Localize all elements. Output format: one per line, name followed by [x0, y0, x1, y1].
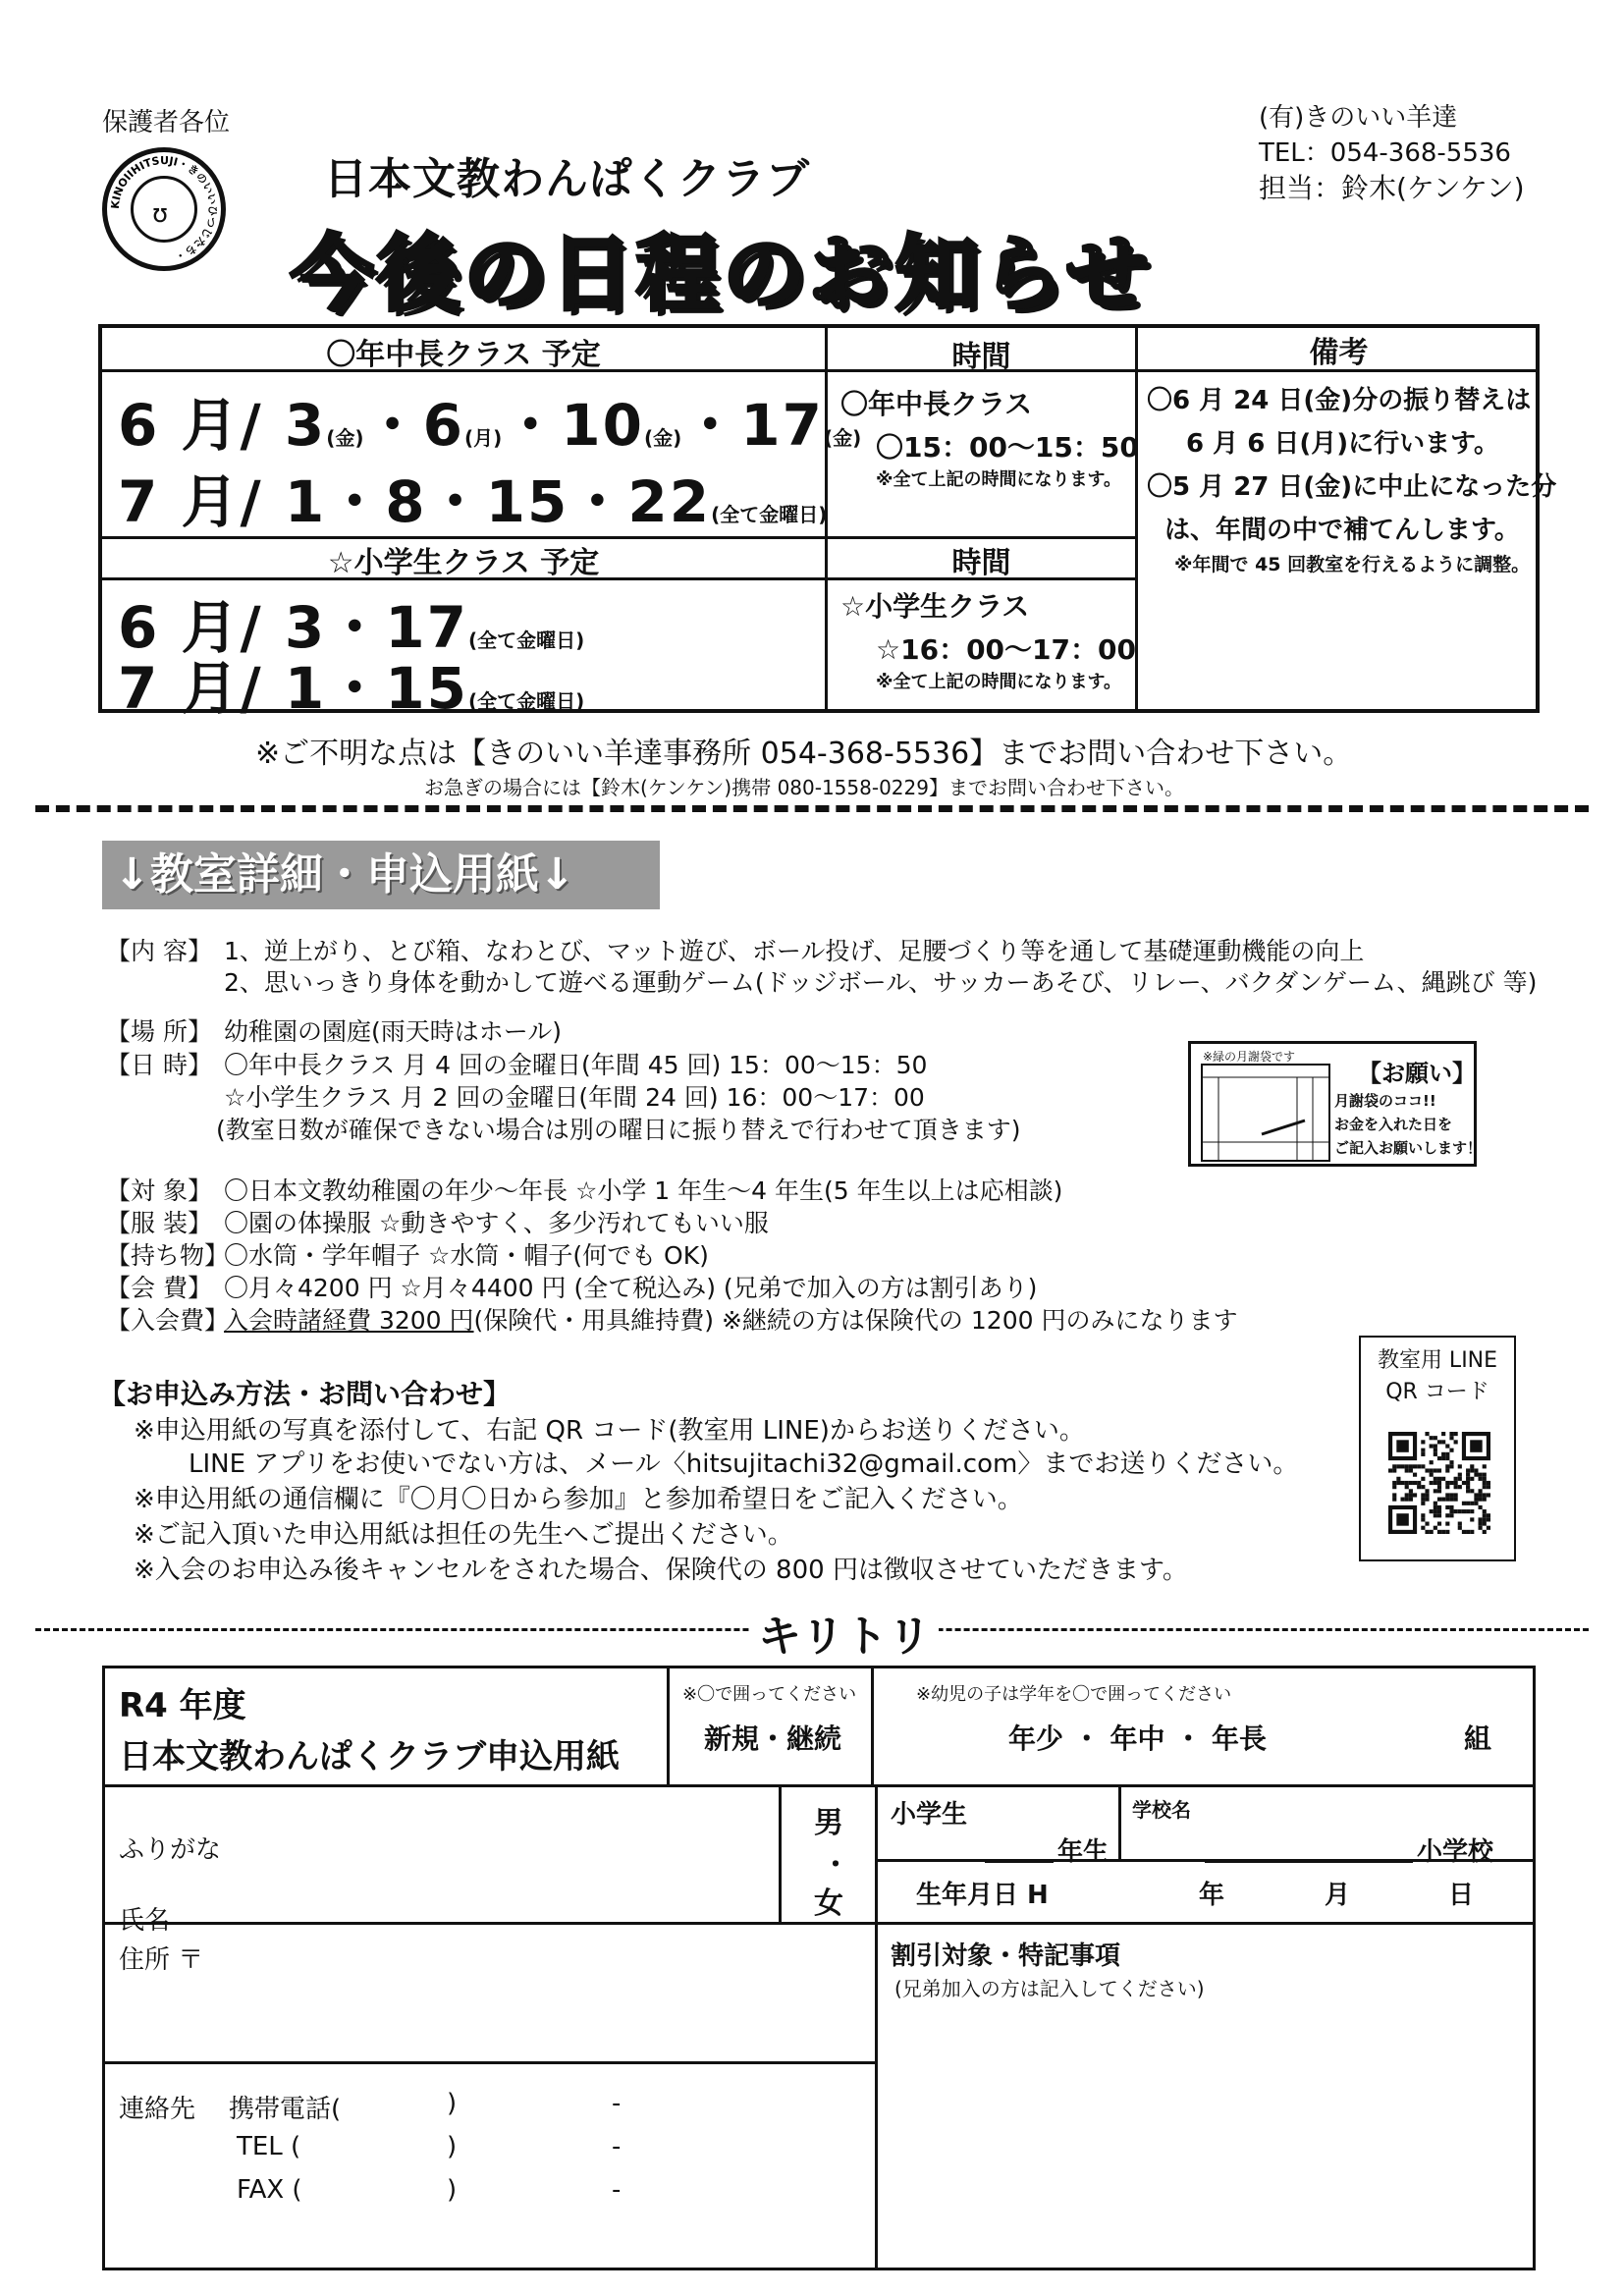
discount-note: (兄弟加入の方は記入してください) — [894, 1977, 1205, 2000]
dashed-divider — [35, 805, 1589, 812]
detail-entry-fee: 【入会費】入会時諸経費 3200 円(保険代・用具維持費) ※継続の方は保険代の 1200 円のみになります — [106, 1306, 1238, 1335]
birth-year-unit: 年 — [1199, 1881, 1225, 1910]
howto-line-3: ※申込用紙の通信欄に『〇月〇日から参加』と参加希望日をご記入ください。 — [134, 1485, 1023, 1514]
divider — [105, 2061, 877, 2064]
divider — [105, 1784, 1533, 1787]
calendar-grid-icon — [1203, 1066, 1328, 1160]
qr-code-icon[interactable] — [1388, 1432, 1490, 1534]
divider — [105, 1922, 877, 1925]
inquiry-main: ※ご不明な点は【きのいい羊達事務所 054-368-5536】までお問い合わせ下さい。 — [255, 737, 1353, 771]
school-time-header: 時間 — [951, 546, 1011, 580]
company-info — [1259, 100, 1525, 206]
mobile-label: 携帯電話( — [229, 2095, 342, 2124]
schedule-table — [98, 324, 1557, 722]
grade-suffix: 年生 — [1057, 1837, 1110, 1867]
kinder-grade-note: ※幼児の子は学年を〇で囲ってください — [916, 1684, 1232, 1705]
fax-dash: - — [612, 2175, 622, 2205]
divider — [871, 1668, 874, 1784]
school-june-dates: 6 月/ 3・17(全て金曜日) — [118, 594, 585, 661]
grade-input[interactable] — [985, 1835, 1054, 1863]
gender-dot: ・ — [822, 1848, 850, 1881]
tel-label: TEL ( — [237, 2132, 301, 2161]
detail-content: 【内 容】 1、逆上がり、とび箱、なわとび、マット遊び、ボール投げ、足腰づくり等を通して基礎運動機能の向上 — [106, 937, 1365, 965]
detail-target: 【対 象】 〇日本文教幼稚園の年少～年長 ☆小学 1 年生～4 年生(5 年生以上は応相談) — [106, 1176, 1063, 1205]
detail-time-2: ☆小学生クラス 月 2 回の金曜日(年間 24 回) 16：00～17：00 — [224, 1083, 925, 1112]
school-suffix: 小学校 — [1417, 1837, 1494, 1867]
birthdate-label: 生年月日 H — [916, 1881, 1049, 1910]
howto-title: 【お申込み方法・お問い合わせ】 — [98, 1378, 512, 1410]
detail-items: 【持ち物】〇水筒・学年帽子 ☆水筒・帽子(何でも OK) — [106, 1241, 709, 1270]
contact-label: 連絡先 — [119, 2095, 196, 2124]
request-box — [1188, 1041, 1483, 1167]
gender-male[interactable]: 男 — [814, 1806, 843, 1840]
form-title: 日本文教わんぱくクラブ申込用紙 — [119, 1737, 620, 1777]
detail-clothes: 【服 装】 〇園の体操服 ☆動きやすく、多少汚れてもいい服 — [106, 1209, 769, 1237]
detail-fee: 【会 費】 〇月々4200 円 ☆月々4400 円 (全て税込み) (兄弟で加入の方は割引あり) — [106, 1274, 1038, 1302]
divider — [875, 1784, 878, 2268]
kinder-time-cell: 〇年中長クラス 〇15：00～15：50 ※全て上記の時間になります。 — [840, 388, 1139, 490]
divider — [1118, 1784, 1121, 1859]
addressee: 保護者各位 — [102, 108, 231, 137]
divider — [667, 1668, 670, 1784]
howto-line-1: ※申込用紙の写真を添付して、右記 QR コード(教室用 LINE)からお送りください。 — [134, 1416, 1085, 1446]
kinder-july-dates: 7 月/ 1・8・15・22(全て金曜日) — [118, 468, 828, 535]
fax-paren: ) — [447, 2175, 458, 2205]
detail-content-2: 2、思いっきり身体を動かして遊べる運動ゲーム(ドッジボール、サッカーあそび、リレー、バクダンゲーム、縄跳び 等) — [224, 968, 1538, 997]
cut-here-label: キリトリ — [750, 1601, 939, 1664]
remarks-header: 備考 — [1309, 336, 1369, 370]
company-name: (有)きのいい羊達 — [1259, 103, 1458, 133]
detail-time: 【日 時】 〇年中長クラス 月 4 回の金曜日(年間 45 回) 15：00～15：50 — [106, 1051, 928, 1079]
circle-note: ※〇で囲ってください — [682, 1684, 857, 1705]
envelope-illustration: ※緑の月謝袋です — [1201, 1064, 1330, 1162]
detail-time-3: (教室日数が確保できない場合は別の曜日に振り替えで行わせて頂きます) — [216, 1116, 1021, 1144]
new-renew-choice[interactable]: 新規・継続 — [704, 1722, 842, 1755]
howto-line-4: ※ご記入頂いた申込用紙は担任の先生へご提出ください。 — [134, 1520, 793, 1550]
school-name-label: 学校名 — [1132, 1798, 1191, 1822]
kinder-schedule-header: 〇年中長クラス 予定 — [326, 338, 601, 372]
company-tel: TEL：054-368-5536 — [1259, 138, 1511, 168]
divider — [779, 1784, 782, 1922]
discount-label: 割引対象・特記事項 — [891, 1941, 1121, 1971]
club-logo — [102, 147, 226, 271]
howto-line-5: ※入会のお申込み後キャンセルをされた場合、保険代の 800 円は徴収させていただきます。 — [134, 1556, 1188, 1585]
application-form — [102, 1666, 1536, 2270]
birth-month-unit: 月 — [1325, 1881, 1351, 1910]
furigana-label: ふりがな — [119, 1835, 222, 1865]
school-time-cell: ☆小学生クラス ☆16：00～17：00 ※全て上記の時間になります。 — [840, 590, 1136, 692]
svg-text:KINOIIHITSUJI・きのいいひつじたち・: KINOIIHITSUJI・きのいいひつじたち・ — [108, 153, 220, 263]
name-label: 氏名 — [119, 1906, 171, 1936]
page-title: 今後の日程のお知らせ — [291, 226, 1153, 322]
qr-label: 教室用 LINE QR コード — [1377, 1348, 1498, 1404]
mobile-dash: - — [612, 2089, 622, 2118]
request-title: 【お願い】 — [1358, 1060, 1476, 1087]
school-name-input[interactable] — [1205, 1835, 1413, 1863]
inquiry-urgent: お急ぎの場合には【鈴木(ケンケン)携帯 080-1558-0229】までお問い合わせ下さい。 — [424, 776, 1184, 799]
tel-dash: - — [612, 2132, 622, 2161]
elementary-label: 小学生 — [891, 1800, 968, 1830]
kinder-june-dates: 6 月/ 3(金)・6(月)・10(金)・17(金) — [118, 392, 862, 459]
sheep-face-icon: ʊ — [152, 199, 169, 229]
qr-box — [1359, 1336, 1516, 1561]
howto-line-2: LINE アプリをお使いでない方は、メール〈hitsujitachi32@gmail.com〉までお送りください。 — [189, 1449, 1299, 1479]
school-schedule-header: ☆小学生クラス 予定 — [327, 546, 600, 580]
address-label: 住所 〒 — [119, 1945, 204, 1975]
section-banner: ↓教室詳細・申込用紙↓ — [102, 841, 660, 909]
school-july-dates: 7 月/ 1・15(全て金曜日) — [118, 655, 585, 722]
divider — [875, 1922, 1533, 1925]
class-label: 組 — [1464, 1722, 1492, 1755]
mobile-paren: ) — [447, 2089, 458, 2118]
request-text: 月謝袋のココ!! お金を入れた日を ご記入お願いします！ — [1334, 1092, 1483, 1157]
kinder-grade-choice[interactable]: 年少 ・ 年中 ・ 年長 — [1008, 1722, 1267, 1755]
club-name: 日本文教わんぱくクラブ — [324, 154, 810, 204]
birth-day-unit: 日 — [1448, 1881, 1475, 1910]
tel-paren: ) — [447, 2132, 458, 2161]
form-year: R4 年度 — [119, 1686, 246, 1725]
gender-female[interactable]: 女 — [814, 1886, 843, 1921]
detail-place: 【場 所】 幼稚園の園庭(雨天時はホール) — [106, 1017, 563, 1046]
fax-label: FAX ( — [237, 2175, 302, 2205]
company-contact: 担当：鈴木(ケンケン) — [1259, 172, 1525, 204]
time-header: 時間 — [951, 340, 1011, 374]
remarks-cell: 〇6 月 24 日(金)分の振り替えは 6 月 6 日(月)に行います。 〇5 月 27 日(金)に中止になった分 は、年間の中で補てんします。 ※年間で 45 回教室を行えるように調整。 — [1147, 386, 1557, 575]
